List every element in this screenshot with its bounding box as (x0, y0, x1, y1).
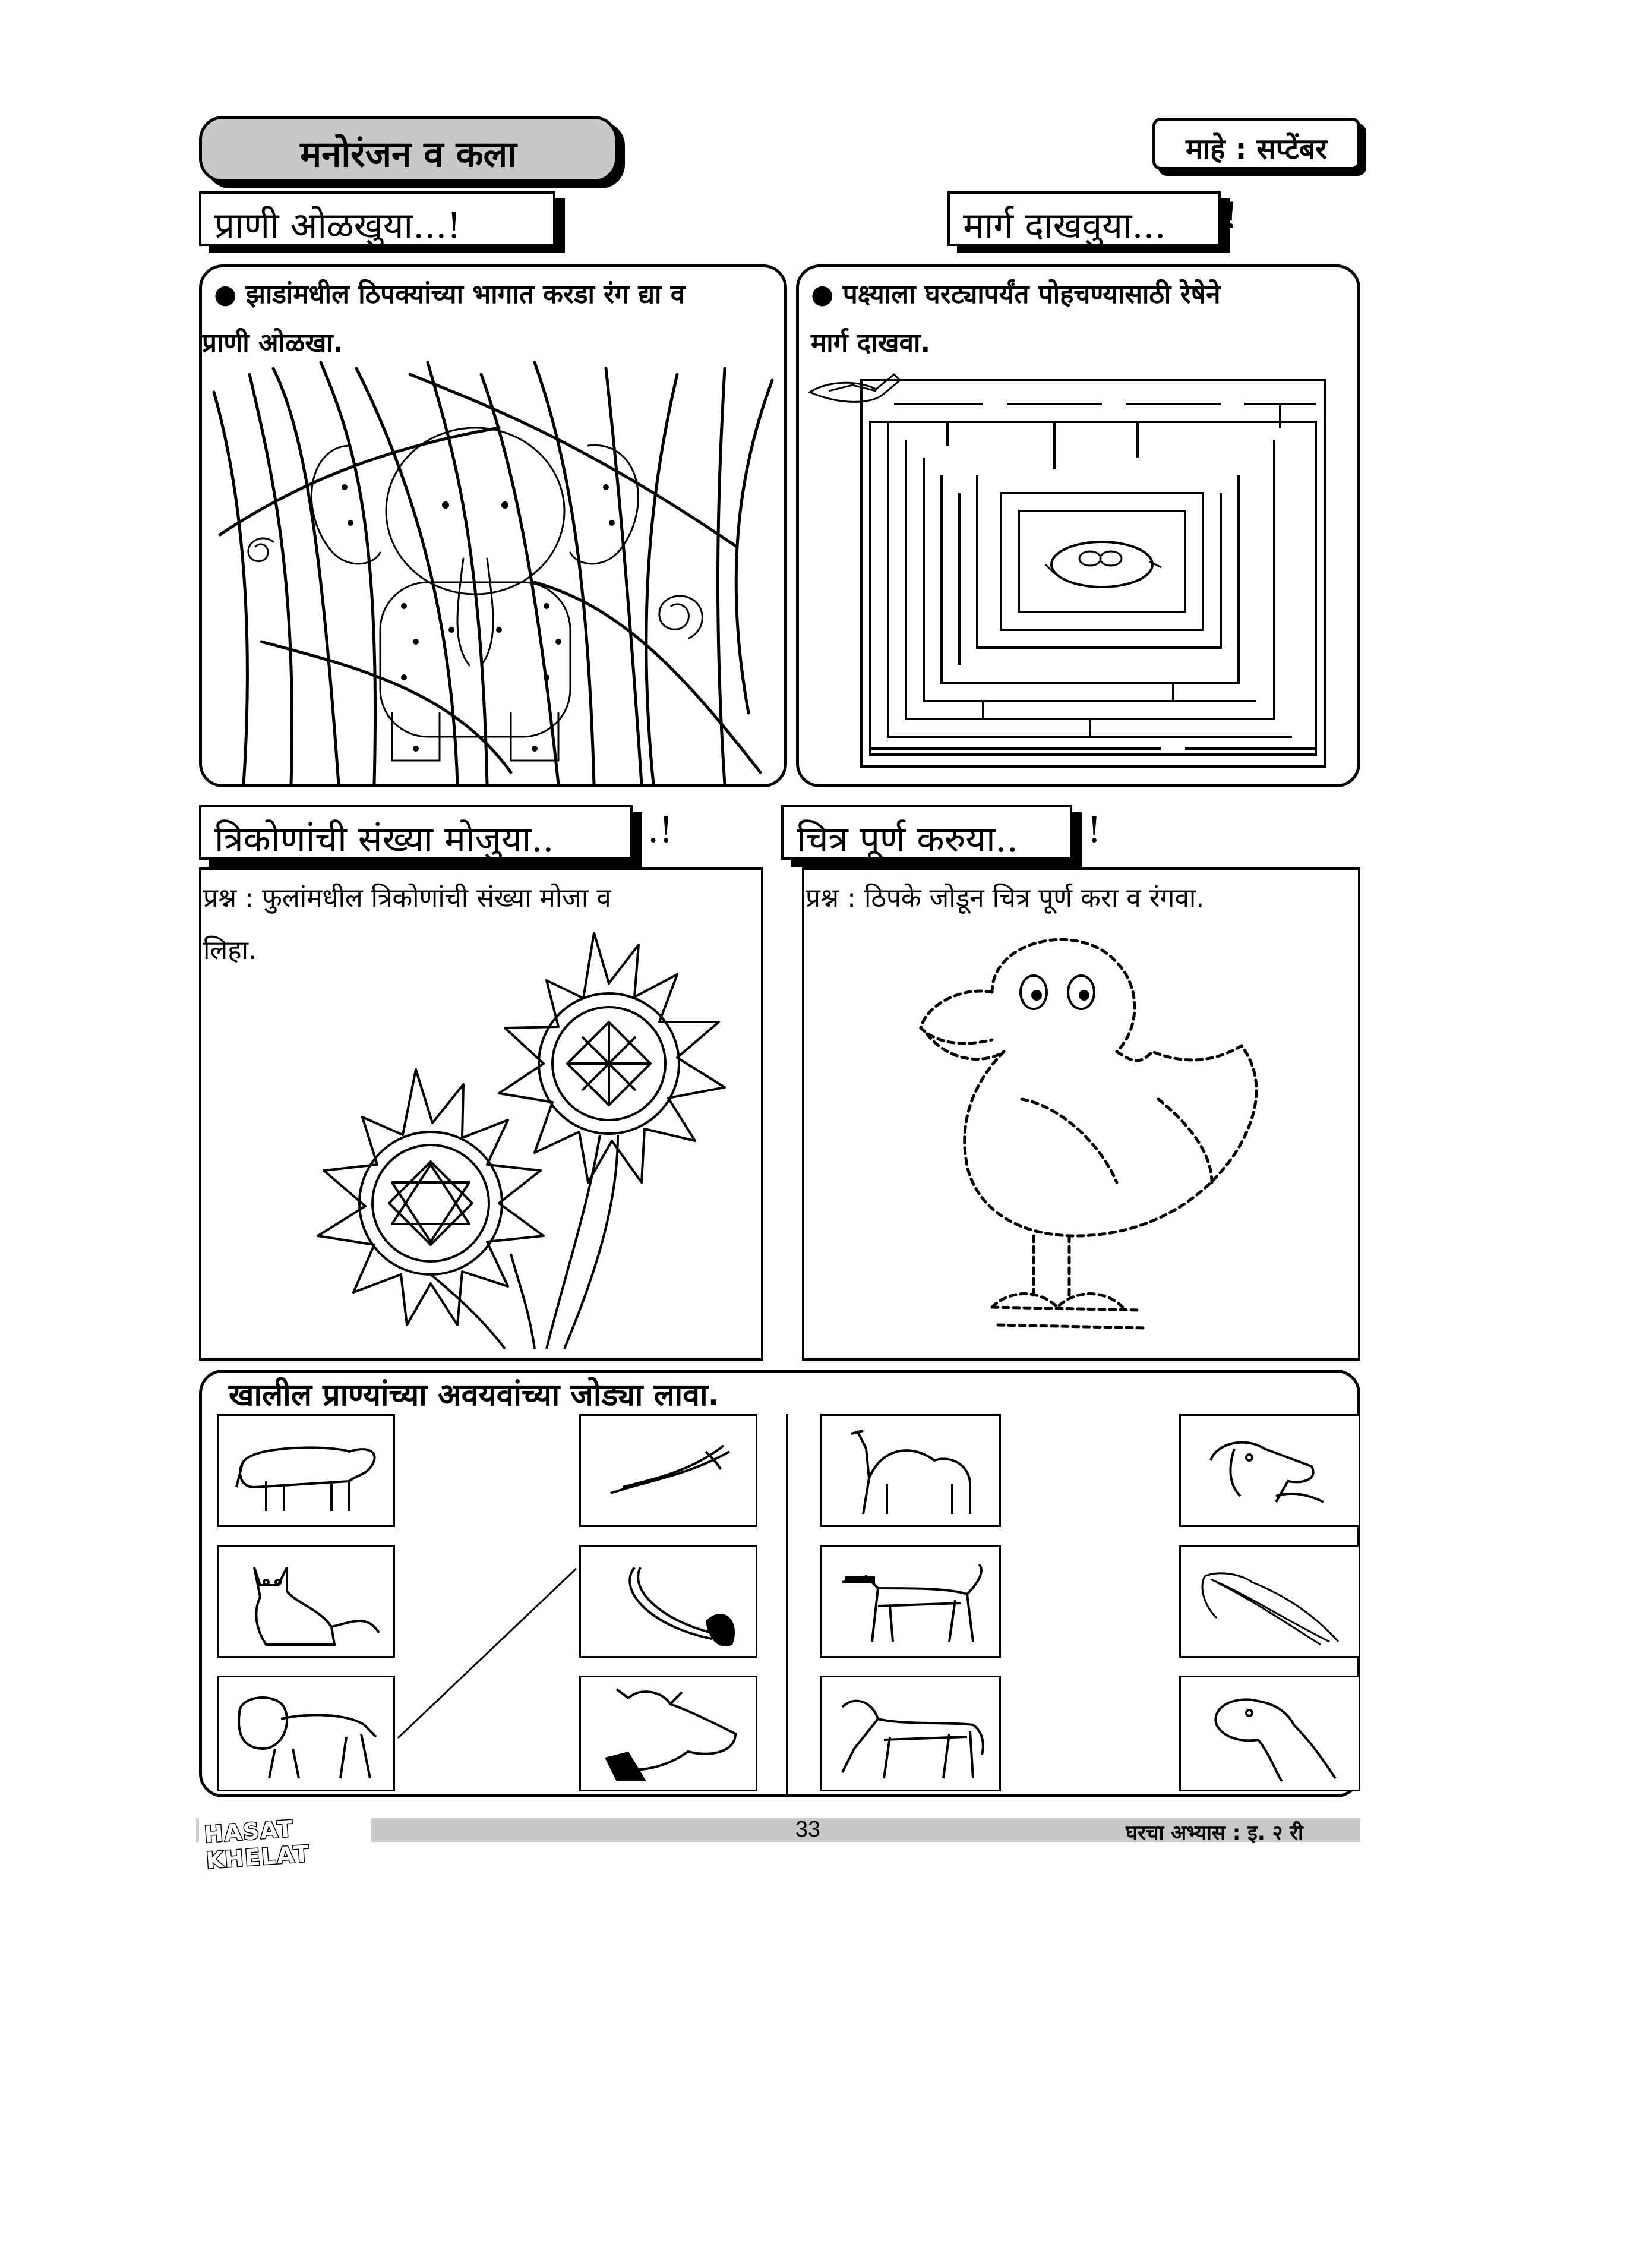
show-path-heading-text: मार्ग दाखवुया... (963, 205, 1166, 247)
month-label (1152, 118, 1360, 170)
complete-picture-heading (781, 805, 1072, 860)
camel-head-icon (1193, 1689, 1350, 1784)
maze-instruction-1: ● पक्ष्याला घरट्यापर्यंत पोहचण्यासाठी रेषेने (811, 279, 1221, 310)
count-triangles-heading-text: त्रिकोणांची संख्या मोजुया.. (214, 819, 554, 860)
page-number: 33 (795, 1817, 821, 1842)
footer-logo (199, 1811, 371, 1874)
bull-head-icon (593, 1686, 747, 1787)
bull-cell[interactable] (217, 1414, 395, 1527)
maze-instruction-2: मार्ग दाखवा. (811, 328, 931, 358)
section-title (199, 116, 618, 182)
count-triangles-question-1: प्रश्न : फुलांमधील त्रिकोणांची संख्या मोजा व (203, 883, 611, 913)
identify-animal-instruction-2: प्राणी ओळखा. (202, 328, 343, 358)
nest-icon (1045, 542, 1161, 587)
horse-icon (830, 1689, 994, 1784)
horse-cell[interactable] (820, 1676, 1001, 1791)
show-path-heading (947, 191, 1221, 246)
identify-animal-heading (199, 191, 555, 246)
bird-nest-maze (805, 357, 1351, 772)
dog-head-cell[interactable] (1179, 1414, 1360, 1527)
dog-cell[interactable] (820, 1545, 1001, 1658)
matching-divider (784, 1414, 790, 1794)
camel-cell[interactable] (820, 1414, 1001, 1527)
bull-head-cell[interactable] (579, 1676, 757, 1791)
bull-icon (230, 1428, 385, 1517)
complete-picture-heading-text: चित्र पूर्ण करुया.. (797, 819, 1018, 860)
whiskers-icon (593, 1434, 747, 1511)
cat-cell[interactable] (217, 1545, 395, 1658)
show-path-heading-tail: ! (1224, 195, 1239, 236)
complete-picture-question: प्रश्न : ठिपके जोडून चित्र पूर्ण करा व रंगवा. (806, 883, 1205, 913)
horse-tail-cell[interactable] (1179, 1545, 1360, 1658)
section-title-text: मनोरंजन व कला (300, 134, 517, 175)
star-flowers-picture (309, 921, 760, 1349)
month-text: माहे : सप्टेंबर (1186, 132, 1327, 166)
dotted-duckling-picture (903, 927, 1283, 1349)
complete-picture-heading-tail: ! (1087, 809, 1102, 851)
tufted-tail-cell[interactable] (579, 1545, 757, 1658)
whiskers-cell[interactable] (579, 1414, 757, 1527)
lion-icon (228, 1689, 388, 1784)
book-label: घरचा अभ्यास : इ. २ री (1126, 1821, 1303, 1845)
horse-tail-icon (1193, 1559, 1350, 1648)
hidden-elephant-picture (202, 357, 784, 784)
count-triangles-heading-tail: .! (647, 809, 674, 851)
dog-icon (830, 1559, 994, 1648)
count-triangles-question-2: लिहा. (203, 935, 257, 966)
identify-animal-instruction-1: ● झाडांमधील ठिपक्यांच्या भागात करडा रंग द्या व (214, 279, 686, 310)
count-triangles-heading (199, 805, 633, 860)
matching-title: खालील प्राण्यांच्या अवयवांच्या जोड्या लावा. (229, 1377, 720, 1413)
camel-head-cell[interactable] (1179, 1676, 1360, 1791)
dog-head-icon (1193, 1431, 1350, 1514)
identify-animal-heading-text: प्राणी ओळखुया...! (214, 205, 462, 247)
lion-cell[interactable] (217, 1676, 395, 1791)
example-match-line (395, 1566, 579, 1741)
footer-logo-text: HASAT KHELAT (203, 1815, 311, 1874)
cat-icon (230, 1556, 385, 1651)
camel-icon (833, 1425, 991, 1520)
tufted-tail-icon (593, 1556, 747, 1651)
bird-icon (810, 374, 900, 402)
